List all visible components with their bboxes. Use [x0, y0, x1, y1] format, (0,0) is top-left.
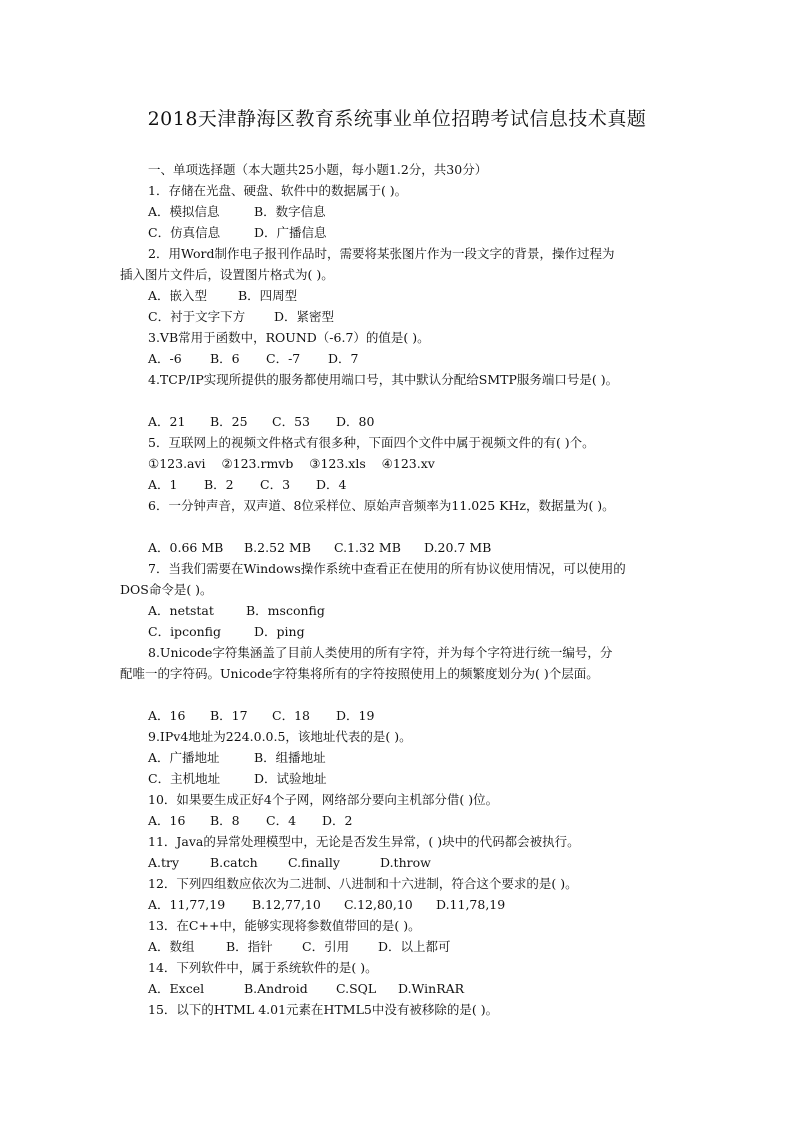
- option-c[interactable]: C．3: [260, 477, 291, 492]
- option-d[interactable]: D．19: [336, 708, 375, 723]
- option-a[interactable]: A．-6: [148, 351, 182, 366]
- option-c[interactable]: C．衬于文字下方: [148, 309, 246, 324]
- option-d[interactable]: D.11,78,19: [436, 897, 506, 912]
- option-a[interactable]: A．netstat: [148, 603, 214, 618]
- options-row: [148, 855, 431, 871]
- option-c[interactable]: C．ipconfig: [148, 624, 221, 639]
- options-row: [148, 288, 297, 304]
- option-d[interactable]: D．试验地址: [254, 771, 327, 786]
- option-a[interactable]: A.try: [148, 855, 180, 870]
- option-b[interactable]: B．2: [204, 477, 234, 492]
- option-b[interactable]: B．8: [210, 813, 240, 828]
- option-a[interactable]: A．11,77,19: [148, 897, 226, 912]
- options-row: [148, 540, 491, 556]
- question-stem: 1．存储在光盘、硬盘、软件中的数据属于( )。: [148, 183, 408, 198]
- option-b[interactable]: B．msconfig: [246, 603, 325, 618]
- question-stem-continued: 插入图片文件后，设置图片格式为( )。: [120, 267, 334, 282]
- question-stem: 4.TCP/IP实现所提供的服务都使用端口号，其中默认分配给SMTP服务端口号是( )。: [148, 372, 619, 387]
- option-c[interactable]: C.12,80,10: [344, 897, 413, 912]
- question-stem: 8.Unicode字符集涵盖了目前人类使用的所有字符，并为每个字符进行统一编号，分: [148, 645, 613, 660]
- options-row: [148, 225, 327, 241]
- option-d[interactable]: D．ping: [254, 624, 305, 639]
- options-row: [148, 603, 325, 619]
- option-c[interactable]: C.finally: [288, 855, 340, 870]
- option-a[interactable]: A．16: [148, 708, 186, 723]
- option-d[interactable]: D.20.7 MB: [424, 540, 492, 555]
- option-b[interactable]: B.12,77,10: [252, 897, 321, 912]
- option-d[interactable]: D．7: [328, 351, 359, 366]
- option-b[interactable]: B．6: [210, 351, 240, 366]
- question-stem: 13．在C++中，能够实现将参数值带回的是( )。: [148, 918, 421, 933]
- option-c[interactable]: C.SQL: [336, 981, 377, 996]
- option-c[interactable]: C．仿真信息: [148, 225, 221, 240]
- options-row: [148, 981, 464, 997]
- question-stem: 10．如果要生成正好4个子网，网络部分要向主机部分借( )位。: [148, 792, 499, 807]
- section-heading: 一、单项选择题（本大题共25小题，每小题1.2分，共30分）: [148, 162, 488, 177]
- options-row: [148, 897, 505, 913]
- question-stem: 11．Java的异常处理模型中，无论是否发生异常，( )块中的代码都会被执行。: [148, 834, 580, 849]
- question-stem-continued: 配唯一的字符码。Unicode字符集将所有的字符按照使用上的频繁度划分为( )个层面。: [120, 666, 599, 681]
- option-d[interactable]: D.throw: [380, 855, 431, 870]
- question-stem: 3.VB常用于函数中，ROUND（-6.7）的值是( )。: [148, 330, 430, 345]
- options-row: [148, 477, 346, 493]
- question-stem-continued: DOS命令是( )。: [120, 582, 213, 597]
- option-a[interactable]: A．数组: [148, 939, 195, 954]
- options-row: [148, 771, 327, 787]
- options-row: [148, 204, 326, 220]
- option-d[interactable]: D．以上都可: [378, 939, 451, 954]
- option-c[interactable]: C．引用: [302, 939, 350, 954]
- option-a[interactable]: A．广播地址: [148, 750, 220, 765]
- option-b[interactable]: B.catch: [210, 855, 258, 870]
- options-row: [148, 309, 334, 325]
- option-b[interactable]: B．组播地址: [254, 750, 326, 765]
- option-a[interactable]: A．嵌入型: [148, 288, 208, 303]
- option-b[interactable]: B．四周型: [238, 288, 298, 303]
- option-b[interactable]: B．17: [210, 708, 248, 723]
- question-stem: 6．一分钟声音，双声道、8位采样位、原始声音频率为11.025 KHz，数据量为( )。: [148, 498, 615, 513]
- options-row: [148, 750, 326, 766]
- question-stem: 2．用Word制作电子报刊作品时，需要将某张图片作为一段文字的背景，操作过程为: [148, 246, 615, 261]
- option-c[interactable]: C．-7: [266, 351, 301, 366]
- question-stem: 12．下列四组数应依次为二进制、八进制和十六进制，符合这个要求的是( )。: [148, 876, 578, 891]
- option-c[interactable]: C．18: [272, 708, 310, 723]
- file-list: ①123.avi ②123.rmvb ③123.xls ④123.xv: [148, 456, 435, 471]
- option-a[interactable]: A．16: [148, 813, 186, 828]
- option-d[interactable]: D．广播信息: [254, 225, 327, 240]
- option-b[interactable]: B.Android: [244, 981, 308, 996]
- option-c[interactable]: C.1.32 MB: [334, 540, 401, 555]
- option-d[interactable]: D.WinRAR: [398, 981, 465, 996]
- question-stem: 9.IPv4地址为224.0.0.5，该地址代表的是( )。: [148, 729, 412, 744]
- option-c[interactable]: C．53: [272, 414, 310, 429]
- option-c[interactable]: C．4: [266, 813, 297, 828]
- option-a[interactable]: A．1: [148, 477, 178, 492]
- option-b[interactable]: B．指针: [226, 939, 273, 954]
- option-a[interactable]: A．21: [148, 414, 186, 429]
- option-a[interactable]: A．Excel: [148, 981, 205, 996]
- options-row: [148, 351, 358, 367]
- option-a[interactable]: A．0.66 MB: [148, 540, 224, 555]
- option-d[interactable]: D．2: [322, 813, 353, 828]
- question-stem: 14．下列软件中，属于系统软件的是( )。: [148, 960, 378, 975]
- option-d[interactable]: D．紧密型: [274, 309, 335, 324]
- option-b[interactable]: B.2.52 MB: [244, 540, 311, 555]
- option-d[interactable]: D．4: [316, 477, 347, 492]
- option-c[interactable]: C．主机地址: [148, 771, 221, 786]
- options-row: [148, 939, 451, 955]
- question-stem: 7．当我们需要在Windows操作系统中查看正在使用的所有协议使用情况，可以使用的: [148, 561, 626, 576]
- options-row: [148, 813, 352, 829]
- options-row: [148, 708, 374, 724]
- options-row: [148, 624, 305, 640]
- option-a[interactable]: A．模拟信息: [148, 204, 220, 219]
- option-d[interactable]: D．80: [336, 414, 375, 429]
- option-b[interactable]: B．数字信息: [254, 204, 326, 219]
- option-b[interactable]: B．25: [210, 414, 248, 429]
- page-title: 2018天津静海区教育系统事业单位招聘考试信息技术真题: [147, 108, 647, 130]
- options-row: [148, 414, 374, 430]
- question-stem: 15．以下的HTML 4.01元素在HTML5中没有被移除的是( )。: [148, 1002, 499, 1017]
- question-stem: 5．互联网上的视频文件格式有很多种，下面四个文件中属于视频文件的有( )个。: [148, 435, 595, 450]
